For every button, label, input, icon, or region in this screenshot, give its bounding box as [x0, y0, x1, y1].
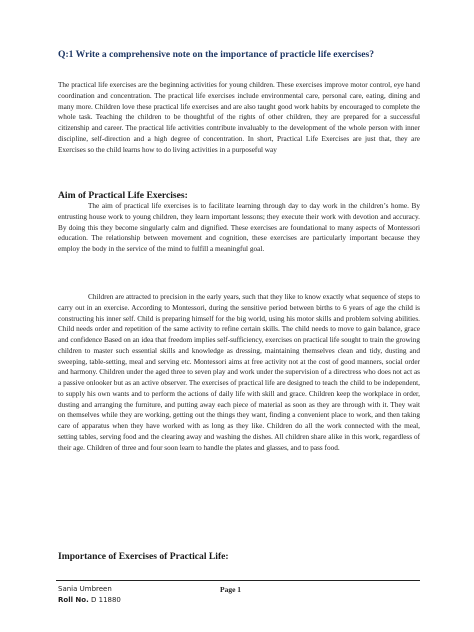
footer-roll-number [58, 596, 121, 604]
footer-page-number: Page 1 [220, 585, 242, 594]
aim-heading: Aim of Practical Life Exercises: [58, 190, 188, 201]
footer-author: Sania Umbreen [58, 585, 112, 593]
roll-label: Roll No. [58, 596, 89, 604]
roll-value: D 11880 [91, 596, 121, 604]
importance-heading: Importance of Exercises of Practical Life: [58, 551, 229, 562]
intro-paragraph: The practical life exercises are the beginning activities for young children. These exercises improve motor control, eye hand coordination and concentration. The practical life exercises include environmental care, personal care, eating, dining and many more. Children love these practical life exercises and are also taught good work habits by encouraged to complete the whole task. Teaching the children to be thoughtful of the rights of other children, they are prepared for a successful citizenship and career. The practical life activities contribute invaluably to the development of the whole person with inner discipline, self-direction and a high degree of concentration. In short, Practical Life Exercises are just that, they are Exercises so the child learns how to do living activities in a purposeful way [58, 81, 420, 154]
aim-paragraph: The aim of practical life exercises is to facilitate learning through day to day work in the children’s home. By entrusting house work to young children, they learn important lessons; they execute their work with devotion and accuracy. By doing this they become singularly calm and dignified. These exercises are foundational to many aspects of Montessori education. The relationship between movement and cognition, these exercises are particularly important because they employ the body in the service of the mind to fulfill a meaningful goal. [58, 202, 420, 253]
precision-paragraph: Children are attracted to precision in the early years, such that they like to know exactly what sequence of steps to carry out in an exercise. According to Montessori, during the sensitive period between births to 6 years of age the child is constructing his inner self. Child is preparing himself for the big world, using his motor skills and problem solving abilities. Child needs order and repetition of the same activity to refine certain skills. The child needs to move to gain balance, grace and confidence Based on an idea that freedom implies self-sufficiency, exercises on practical life sought to train the growing children to master such essential skills and knowledge as dressing, maintaining themselves clean and tidy, dusting and sweeping, table-setting, meal and serving etc. Montessori aims at free activity not at the cost of good manners, social order and harmony. Children under the aged three to seven play and work under the supervision of a directress who does not act as a passive onlooker but as an active observer. The exercises of practical life are designed to teach the child to be independent, to supply his own wants and to perform the actions of daily life with skill and grace. Children keep the workplace in order, dusting and arranging the furniture, and putting away each piece of material as soon as they are through with it. They wait on themselves while they are working, getting out the things they want, finding a convenient place to work, and then taking care of apparatus when they have worked with as long as they like. Children do all the work connected with the meal, setting tables, serving food and the clearing away and washing the dishes. All children share alike in this work, regardless of their age. Children of three and four soon learn to handle the plates and glasses, and to pass food. [58, 293, 420, 452]
footer-divider [56, 580, 420, 581]
question-heading: Q:1 Write a comprehensive note on the importance of practicle life exercises? [58, 49, 375, 60]
